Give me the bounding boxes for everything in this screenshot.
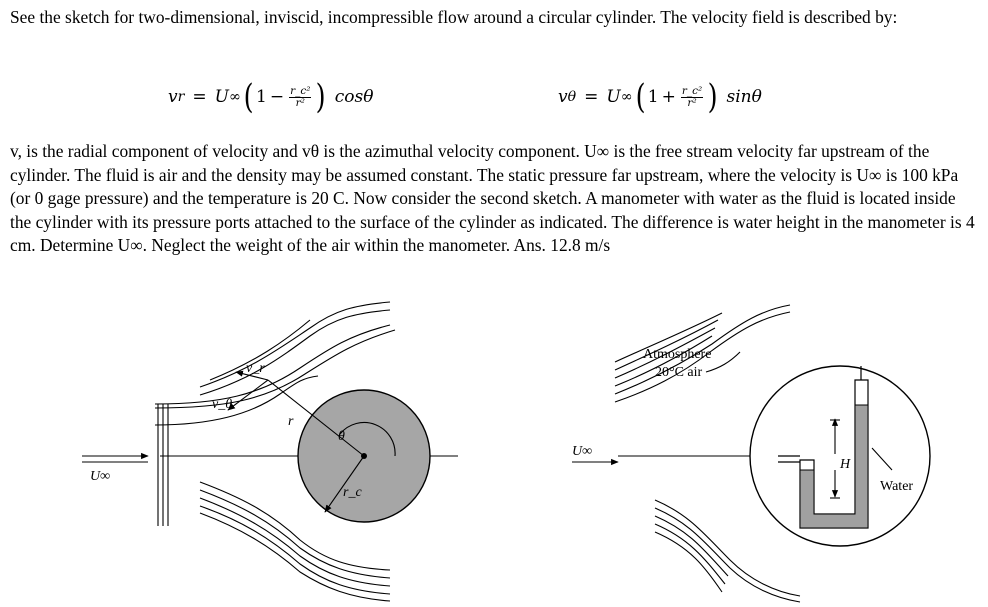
- streamline: [200, 310, 390, 395]
- water-label: Water: [880, 479, 914, 494]
- h-label: H: [840, 457, 851, 472]
- eq2-equals: =: [584, 87, 599, 107]
- eq1-open: (: [243, 77, 254, 117]
- eq1-den: r²: [295, 96, 305, 109]
- eq1-u-sub: ∞: [228, 89, 241, 105]
- eq2-lhs-sub: θ: [567, 89, 577, 105]
- eq2-num: r_c²: [681, 84, 703, 97]
- problem-intro: See the sketch for two-dimensional, inviscid, incompressible flow around a circular cylinder. The velocity field is described by:: [10, 7, 898, 27]
- streamline: [200, 302, 390, 387]
- eq1-u: U: [214, 87, 229, 107]
- eq2-u: U: [606, 87, 621, 107]
- right-u-label: U∞: [572, 444, 593, 459]
- eq2-den: r²: [687, 96, 697, 109]
- vtheta-label: v_θ: [212, 397, 233, 412]
- eq1-lhs: v: [168, 87, 178, 107]
- air-label: 20°C air: [655, 365, 703, 380]
- eq2-open: (: [635, 77, 646, 117]
- cylinder-center: [361, 453, 367, 459]
- eq1-one: 1: [256, 87, 267, 107]
- theta-label: θ: [338, 429, 345, 444]
- streamline: [200, 513, 390, 601]
- eq1-trig: cosθ: [334, 87, 374, 107]
- r-label: r: [288, 414, 294, 429]
- eq1-lhs-sub: r: [177, 89, 185, 105]
- eq2-trig: sinθ: [726, 87, 762, 107]
- eq1-close: ): [316, 77, 327, 117]
- rc-label: r_c: [343, 485, 362, 500]
- eq1-op: −: [269, 87, 285, 107]
- eq2-close: ): [707, 77, 718, 117]
- left-u-label: U∞: [90, 469, 111, 484]
- atmosphere-label: Atmosphere: [643, 347, 712, 362]
- eq2-one: 1: [647, 87, 659, 107]
- eq1-num: r_c²: [290, 84, 311, 97]
- eq2-op: +: [661, 87, 676, 107]
- vr-label: v_r: [246, 361, 265, 376]
- eq1-equals: =: [192, 87, 207, 107]
- eq2-u-sub: ∞: [620, 89, 633, 105]
- eq2-lhs: v: [558, 87, 568, 107]
- problem-body: v, is the radial component of velocity and vθ is the azimuthal velocity component. U∞ is the free stream velocity far upstream of the cylinder. The fluid is air and the density may be assumed constant. The static pressure far upstream, where the velocity is U∞ is 100 kPa (or 0 gage pressure) and the temperature is 20 C. Now consider the second sketch. A manometer with water as the fluid is located inside the cylinder with its pressure ports attached to the surface of the cylinder as indicated. The difference is water height in the manometer is 4 cm. Determine U∞. Neglect the weight of the air within the manometer. Ans. 12.8 m/s: [10, 141, 975, 255]
